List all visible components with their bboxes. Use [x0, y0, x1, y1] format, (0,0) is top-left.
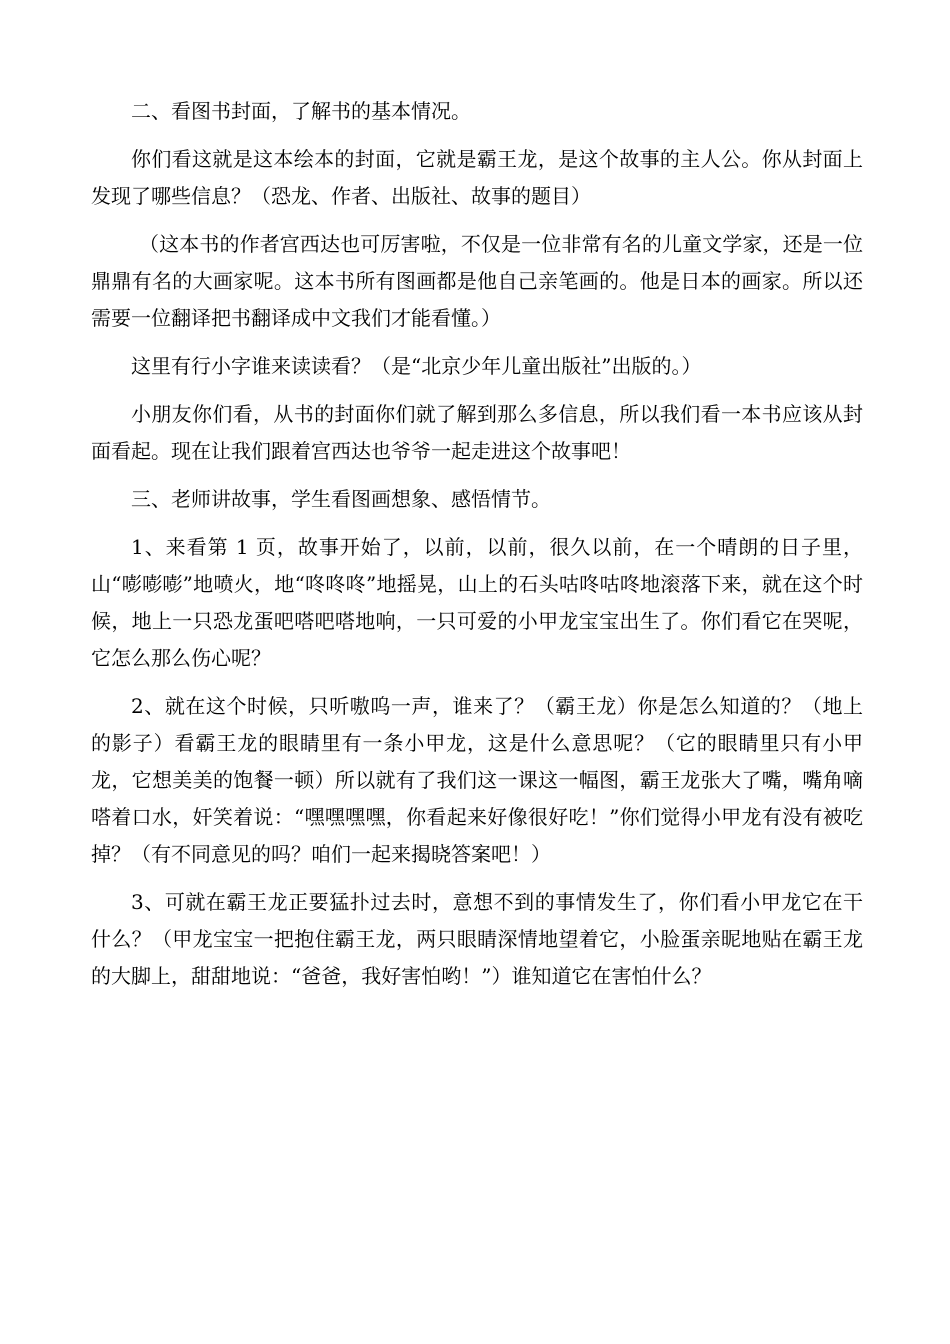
- paragraph-section-three-heading: 三、老师讲故事，学生看图画想象、感悟情节。: [131, 487, 551, 511]
- paragraph-cover-intro: 你们看这就是这本绘本的封面，它就是霸王龙，是这个故事的主人公。你从封面上发现了哪些信息？（恐龙、作者、出版社、故事的题目）: [91, 147, 863, 208]
- paragraph-section-two-heading: 二、看图书封面，了解书的基本情况。: [131, 99, 471, 123]
- paragraph-cover-summary: 小朋友你们看，从书的封面你们就了解到那么多信息，所以我们看一本书应该从封面看起。现在让我们跟着宫西达也爷爷一起走进这个故事吧！: [91, 402, 863, 463]
- paragraph-story-page-one: 1、来看第 1 页，故事开始了，以前，以前，很久以前，在一个晴朗的日子里，山“嘭嘭嘭”地喷火，地“咚咚咚”地摇晃，山上的石头咕咚咕咚地滚落下来，就在这个时候，地上一只恐龙蛋吧嗒吧嗒地响，一只可爱的小甲龙宝宝出生了。你们看它在哭呢，它怎么那么伤心呢？: [91, 535, 863, 670]
- paragraph-author-info: （这本书的作者宫西达也可厉害啦，不仅是一位非常有名的儿童文学家，还是一位鼎鼎有名的大画家呢。这本书所有图画都是他自己亲笔画的。他是日本的画家。所以还需要一位翻译把书翻译成中文我们才能看懂。）: [91, 232, 863, 330]
- paragraph-publisher: 这里有行小字谁来读读看？（是“北京少年儿童出版社”出版的。）: [131, 354, 702, 378]
- paragraph-story-tyrannosaurus: 2、就在这个时候，只听嗷呜一声，谁来了？（霸王龙）你是怎么知道的？（地上的影子）看霸王龙的眼睛里有一条小甲龙，这是什么意思呢？（它的眼睛里只有小甲龙，它想美美的饱餐一顿）所以就有了我们这一课这一幅图，霸王龙张大了嘴，嘴角嘀嗒着口水，奸笑着说：“嘿嘿嘿嘿，你看起来好像很好吃！”你们觉得小甲龙有没有被吃掉？（有不同意见的吗？咱们一起来揭晓答案吧！）: [91, 694, 863, 866]
- paragraph-story-ankylosaurus: 3、可就在霸王龙正要猛扑过去时，意想不到的事情发生了，你们看小甲龙它在干什么？（甲龙宝宝一把抱住霸王龙，两只眼睛深情地望着它，小脸蛋亲昵地贴在霸王龙的大脚上，甜甜地说：“爸爸，我好害怕哟！”）谁知道它在害怕什么？: [91, 890, 863, 988]
- document-body: [91, 93, 863, 995]
